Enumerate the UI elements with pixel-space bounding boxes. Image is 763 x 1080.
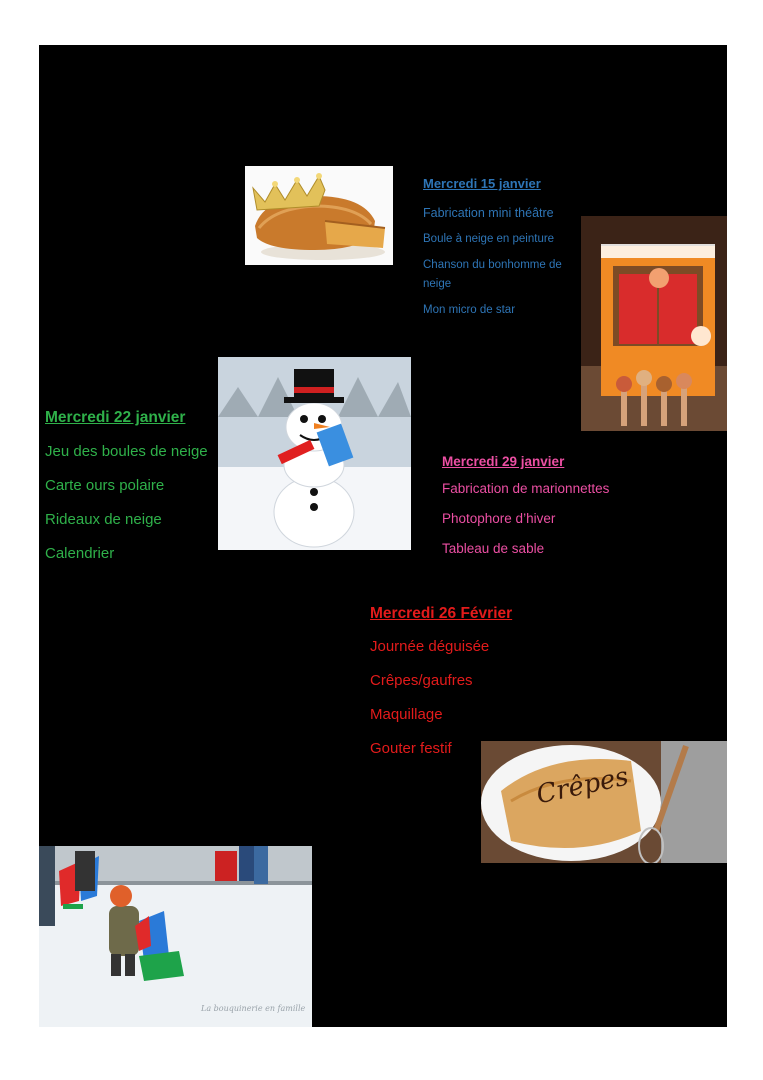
section-jan15-item: Boule à neige en peinture <box>423 233 555 245</box>
section-feb26-item: Gouter festif <box>370 740 452 757</box>
section-feb26-title: Mercredi 26 Février <box>370 605 513 622</box>
galette-illustration <box>245 166 393 265</box>
section-jan22-title: Mercredi 22 janvier <box>45 409 186 426</box>
section-jan15-item: Mon micro de star <box>423 304 516 316</box>
snowman-photo <box>218 357 411 550</box>
section-jan29-item: Fabrication de marionnettes <box>442 481 610 496</box>
section-jan29-item: Photophore d’hiver <box>442 511 556 526</box>
section-jan29-item: Tableau de sable <box>442 541 545 556</box>
skating-illustration <box>39 846 312 1027</box>
section-jan15 <box>423 176 573 327</box>
skating-photo <box>39 846 312 1027</box>
section-feb26-item: Crêpes/gaufres <box>370 672 473 689</box>
section-jan15-item: Fabrication mini théâtre <box>423 206 554 220</box>
section-jan15-item: Chanson du bonhomme de neige <box>423 259 562 290</box>
crepes-lettering: Crêpes <box>533 761 632 811</box>
section-jan22-item: Calendrier <box>45 545 115 562</box>
section-jan22-item: Rideaux de neige <box>45 511 162 528</box>
mini-theatre-photo <box>581 216 727 431</box>
snowman-illustration <box>218 357 411 550</box>
section-jan22-item: Carte ours polaire <box>45 477 165 494</box>
section-jan29-title: Mercredi 29 janvier <box>442 454 565 469</box>
section-jan15-title: Mercredi 15 janvier <box>423 176 541 191</box>
section-jan22 <box>45 409 215 574</box>
skating-watermark: La bouquinerie en famille <box>201 1004 306 1013</box>
mini-theatre-illustration <box>581 216 727 431</box>
section-feb26-item: Journée déguisée <box>370 638 490 655</box>
section-feb26 <box>370 605 570 773</box>
section-feb26-item: Maquillage <box>370 706 443 723</box>
section-jan29 <box>442 454 642 570</box>
section-jan22-item: Jeu des boules de neige <box>45 443 208 460</box>
galette-photo <box>245 166 393 265</box>
flyer-page <box>39 45 727 1027</box>
